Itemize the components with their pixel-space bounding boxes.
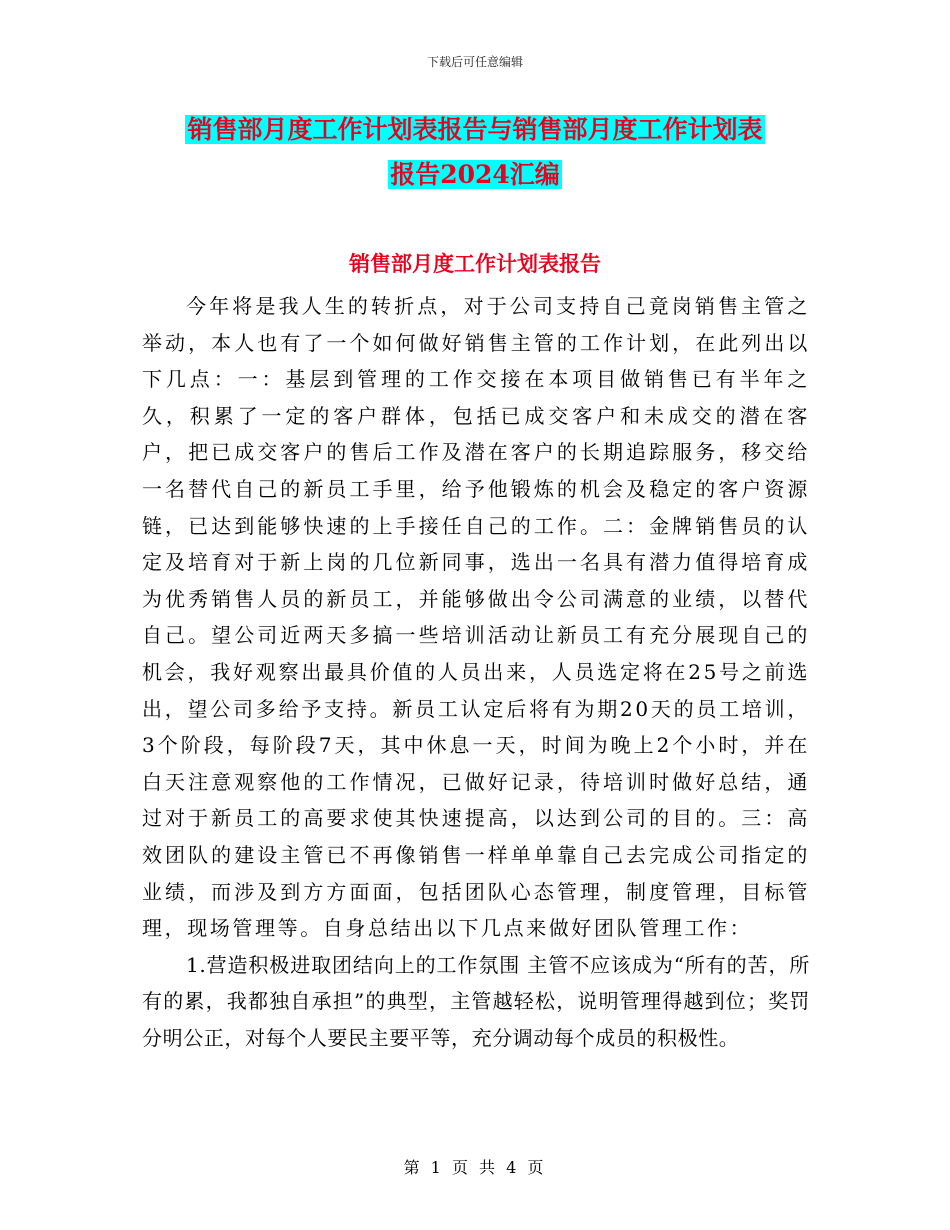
title-highlight-1: 销售部月度工作计划表报告与销售部月度工作计划表 — [187, 115, 763, 144]
page-header-note: 下载后可任意编辑 — [426, 55, 523, 69]
document-title-line-2 — [0, 158, 950, 192]
page-footer: 第 1 页 共 4 页 — [403, 1158, 547, 1177]
body-paragraph: 今年将是我人生的转折点，对于公司支持自己竟岗销售主管之举动，本人也有了一个如何做好销售主管的工作计划，在此列出以下几点：一：基层到管理的工作交接在本项目做销售已有半年之久，积累了一定的客户群体，包括已成交客户和未成交的潜在客户，把已成交客户的售后工作及潜在客户的长期追踪服务，移交给一名替代自己的新员工手里，给予他锻炼的机会及稳定的客户资源链，已达到能够快速的上手接任自己的工作。二：金牌销售员的认定及培育对于新上岗的几位新同事，选出一名具有潜力值得培育成为优秀销售人员的新员工，并能够做出令公司满意的业绩，以替代自己。望公司近两天多搞一些培训活动让新员工有充分展现自己的机会，我好观察出最具价值的人员出来，人员选定将在25号之前选出，望公司多给予支持。新员工认定后将有为期20天的员工培训，3个阶段，每阶段7天，其中休息一天，时间为晚上2个小时，并在白天注意观察他的工作情况，已做好记录，待培训时做好总结，通过对于新员工的高要求使其快速提高，以达到公司的目的。三：高效团队的建设主管已不再像销售一样单单靠自己去完成公司指定的业绩，而涉及到方方面面，包括团队心态管理，制度管理，目标管理，现场管理等。自身总结出以下几点来做好团队管理工作： — [142, 294, 810, 941]
document-body — [142, 288, 810, 1056]
title-highlight-2: 报告2024汇编 — [390, 160, 560, 189]
section-title: 销售部月度工作计划表报告 — [349, 251, 601, 276]
body-paragraph-list-item: 1.营造积极进取团结向上的工作氛围 主管不应该成为“所有的苦，所有的累，我都独自承担”的典型，主管越轻松，说明管理得越到位；奖罚分明公正，对每个人要民主要平等，充分调动每个成员的积极性。 — [142, 952, 810, 1050]
document-title-line-1 — [0, 113, 950, 147]
